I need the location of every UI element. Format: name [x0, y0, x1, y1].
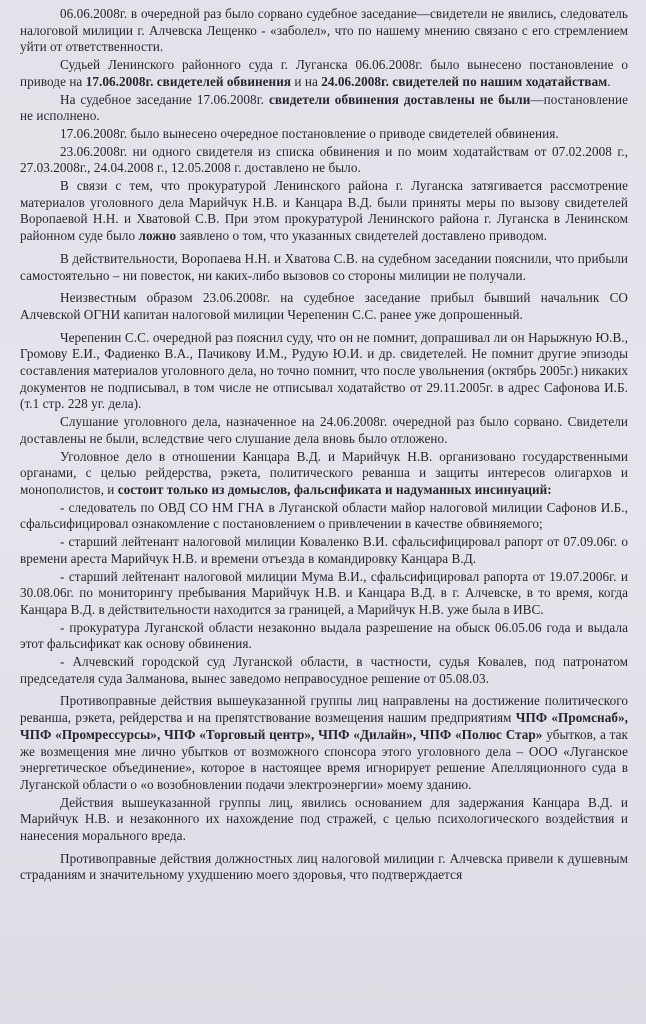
- text-run: —постановление не исполнено.: [20, 91, 628, 124]
- text-run: Противоправные действия вышеуказанной группы лиц направлены на достижение политического реванша, рэкета, рейдерства и на препятствование возмещения нашим предприятиям: [20, 693, 628, 726]
- paragraph: [20, 178, 628, 245]
- paragraph: [20, 414, 628, 447]
- emphasis-text: ЧПФ «Промснаб», ЧПФ «Промрессурсы», ЧПФ «Торговый центр», ЧПФ «Дилайн», ЧПФ «Полюс Стар»: [20, 710, 628, 742]
- emphasis-text: свидетели обвинения доставлены не были: [268, 91, 531, 107]
- emphasis-text: 17.06.2008г. свидетелей обвинения: [85, 73, 292, 89]
- list-item: [20, 620, 628, 653]
- text-run: Неизвестным образом 23.06.2008г. на судебное заседание прибыл бывший начальник СО Алчевской ОГНИ капитан налоговой милиции Черепенин С.С. ранее уже допрошенный.: [20, 290, 628, 322]
- text-run: На судебное заседание 17.06.2008г.: [60, 91, 269, 107]
- paragraph: [20, 330, 628, 414]
- paragraph: [20, 851, 628, 884]
- text-run: и на: [291, 73, 322, 89]
- emphasis-text: ложно: [138, 228, 177, 244]
- text-run: В действительности, Воропаева Н.Н. и Хватова С.В. на судебном заседании пояснили, что прибыли самостоятельно – ни повесток, ни каких-либо вызовов со стороны милиции не получали.: [20, 250, 628, 283]
- text-run: Судьей Ленинского районного суда г. Луганска 06.06.2008г. было вынесено постановление о приводе на: [20, 57, 628, 89]
- text-run: 06.06.2008г. в очередной раз было сорвано судебное заседание—свидетели не явились, следователь налоговой милиции г. Алчевска Лещенко - «заболел», что по нашему мнению связано с его стремлением уйти от ответственности.: [20, 6, 628, 55]
- paragraph: [20, 251, 628, 284]
- text-run: убытков, а так же возмещения мне лично убытков от возможного спонсора этого уголовного дела – ООО «Луганское энергетическое объединение», которое в настоящее время игнорирует решение Апелляционного суда в Луганской области о «о возобновлении подачи электроэнергии» моему зданию.: [20, 726, 628, 792]
- text-run: 17.06.2008г. было вынесено очередное постановление о приводе свидетелей обвинения.: [60, 125, 559, 141]
- paragraph: [20, 92, 628, 125]
- text-run: Противоправные действия должностных лиц налоговой милиции г. Алчевска привели к душевным страданиям и значительному ухудшению моего здоровья, что подтверждается: [20, 850, 628, 883]
- text-run: заявлено о том, что указанных свидетелей доставлено приводом.: [176, 228, 548, 244]
- text-run: .: [607, 73, 611, 89]
- text-run: Уголовное дело в отношении Канцара В.Д. и Марийчук Н.В. организовано государственными органами, с целью рейдерства, рэкета, политического реванша и защиты интересов олигархов и монополистов, и: [20, 448, 628, 497]
- paragraph: [20, 290, 628, 323]
- paragraph: [20, 57, 628, 90]
- text-run: - Алчевский городской суд Луганской области, в частности, судья Ковалев, под патронатом председателя суда Залманова, вынес заведомо неправосудное решение от 05.08.03.: [20, 654, 628, 686]
- emphasis-text: 24.06.2008г. свидетелей по нашим ходатайствам: [321, 73, 608, 89]
- text-run: Слушание уголовного дела, назначенное на 24.06.2008г. очередной раз было сорвано. Свидетели доставлены не были, вследствие чего слушание дела вновь было отложено.: [20, 414, 628, 446]
- paragraph: [20, 795, 628, 845]
- text-run: 23.06.2008г. ни одного свидетеля из списка обвинения и по моим ходатайствам от 07.02.2008 г., 27.03.2008г., 24.04.2008 г., 12.05.2008 г. доставлено не было.: [20, 143, 628, 176]
- text-run: В связи с тем, что прокуратурой Ленинского района г. Луганска затягивается рассмотрение материалов уголовного дела Марийчук Н.В. и Канцара В.Д. были приняты меры по вызову свидетелей Воропаевой Н.Н. и Хватовой С.В. При этом прокуратурой Ленинского района г. Луганска в Ленинском районном суде было: [20, 178, 628, 244]
- list-item: [20, 534, 628, 567]
- paragraph: [20, 144, 628, 177]
- document-body: [20, 6, 628, 885]
- text-run: - старший лейтенант налоговой милиции Мума В.И., сфальсифицировал рапорта от 19.07.2006г. и 30.08.06г. по мониторингу пребывания Марийчук Н.В. и Канцара В.Д. в г. Алчевске, в то время, когда Канцара В.Д. в действительности находится за границей, а Марийчук Н.В. уже была в ИВС.: [20, 568, 628, 617]
- emphasis-text: состоит только из домыслов, фальсификата и надуманных инсинуаций:: [117, 481, 552, 497]
- text-run: - прокуратура Луганской области незаконно выдала разрешение на обыск 06.05.06 года и выдала этот фальсификат как основу обвинения.: [20, 619, 628, 652]
- list-item: [20, 569, 628, 619]
- paragraph: [20, 6, 628, 56]
- text-run: Черепенин С.С. очередной раз пояснил суду, что он не помнит, допрашивал ли он Нарыжную Ю.В., Громову Е.И., Фадиенко В.А., Пачикову И.М., Рудую Ю.И. и др. свидетелей. Не помнит другие эпизоды составления материалов уголовного дела, но точно помнит, что после увольнения (октябрь 2005г.) никаких документов не подписывал, в том числе не отписывал ходатайство от 29.11.2005г. в адрес Сафонова И.Б. (т.1 стр. 228 уг. дела).: [20, 329, 628, 412]
- paragraph: [20, 693, 628, 793]
- paragraph: [20, 126, 628, 143]
- list-item: [20, 500, 628, 533]
- text-run: - следователь по ОВД СО НМ ГНА в Луганской области майор налоговой милиции Сафонов И.Б., сфальсифицировал ознакомление с постановлением о привлечении в качестве обвиняемого;: [20, 499, 628, 532]
- text-run: Действия вышеуказанной группы лиц, явились основанием для задержания Канцара В.Д. и Марийчук Н.В. и незаконного их нахождение под стражей, с целью психологического воздействия и нанесения морального вреда.: [20, 794, 628, 844]
- list-item: [20, 654, 628, 687]
- text-run: - старший лейтенант налоговой милиции Коваленко В.И. сфальсифицировал рапорт от 07.09.06г. о времени ареста Марийчук Н.В. и времени отъезда в командировку Канцара В.Д.: [20, 534, 628, 566]
- paragraph: [20, 449, 628, 499]
